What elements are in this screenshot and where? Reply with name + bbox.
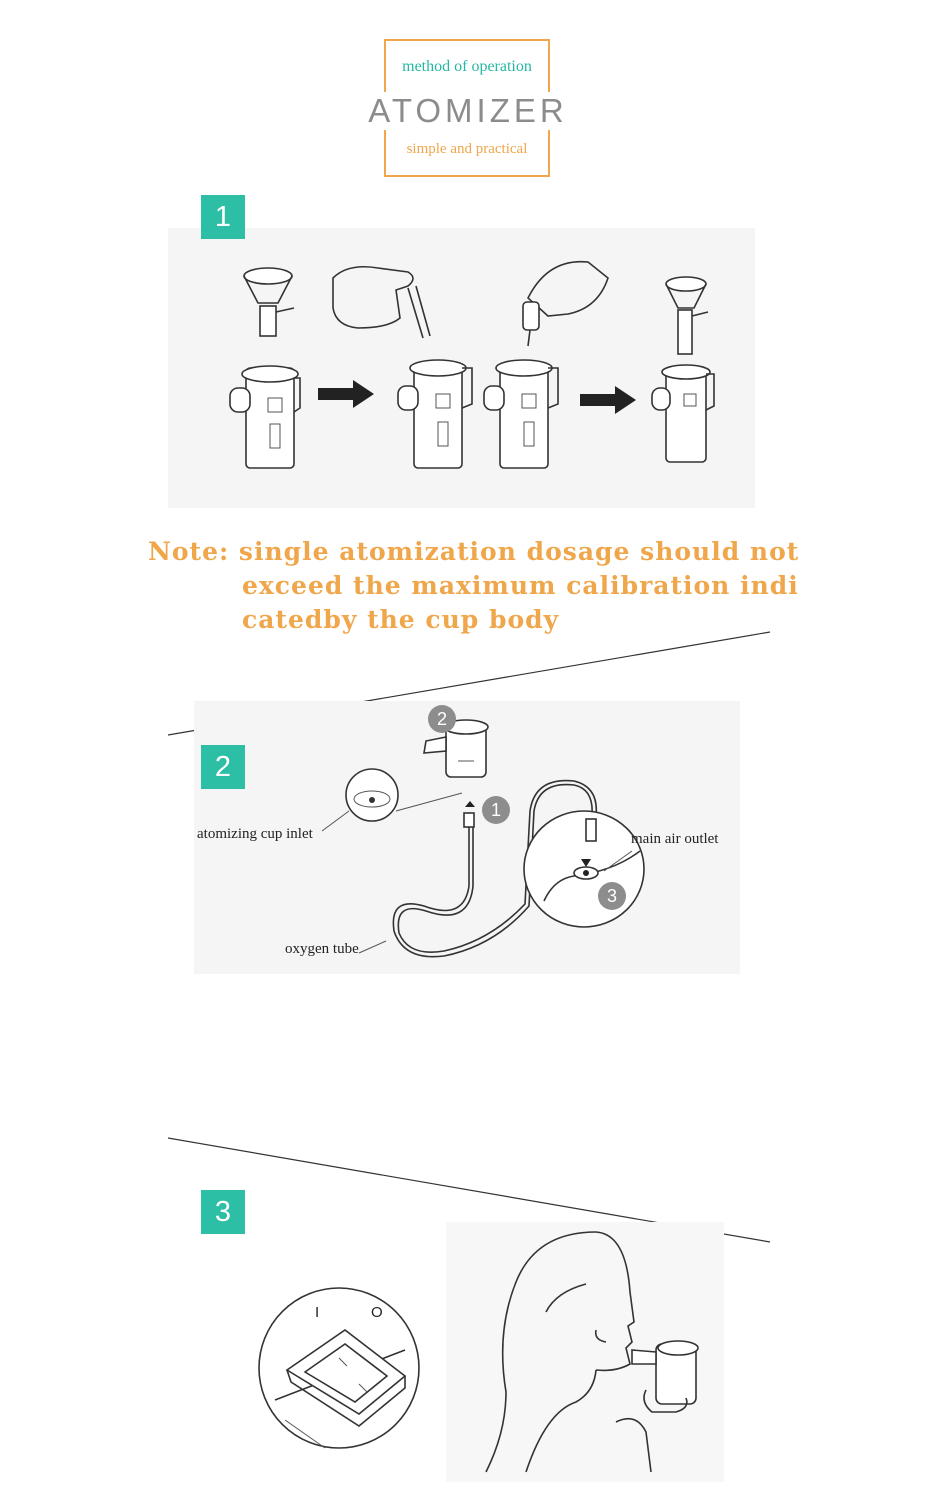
step-badge-1: 1	[201, 195, 245, 239]
usage-panel	[446, 1222, 724, 1482]
power-switch-illustration	[255, 1280, 425, 1460]
step-badge-2: 2	[201, 745, 245, 789]
cup-inlet-zoom-icon	[322, 769, 462, 831]
person-inhaling-illustration	[446, 1222, 724, 1482]
switch-off-label: O	[371, 1304, 383, 1321]
label-atomizing-cup-inlet: atomizing cup inlet	[197, 826, 313, 842]
header-subtitle: simple and practical	[406, 141, 528, 157]
arrow-up-icon	[465, 801, 475, 807]
header-top-text: method of operation	[402, 58, 532, 75]
note-line-3: catedby the cup body	[242, 605, 560, 634]
main-air-outlet-zoom-icon	[524, 811, 644, 927]
label-main-air-outlet: main air outlet	[631, 831, 719, 847]
callout-2: 2	[428, 705, 456, 733]
person-icon	[486, 1232, 651, 1472]
step-badge-3: 3	[201, 1190, 245, 1234]
note-line-2: exceed the maximum calibration indi	[242, 571, 799, 600]
page-title: ATOMIZER	[340, 92, 596, 130]
label-oxygen-tube: oxygen tube	[285, 941, 359, 957]
nebulizer-in-use-icon	[632, 1341, 698, 1412]
note-line-1: Note: single atomization dosage should not	[148, 537, 800, 566]
switch-on-label: I	[315, 1304, 320, 1321]
callout-3: 3	[598, 882, 626, 910]
callout-1: 1	[482, 796, 510, 824]
